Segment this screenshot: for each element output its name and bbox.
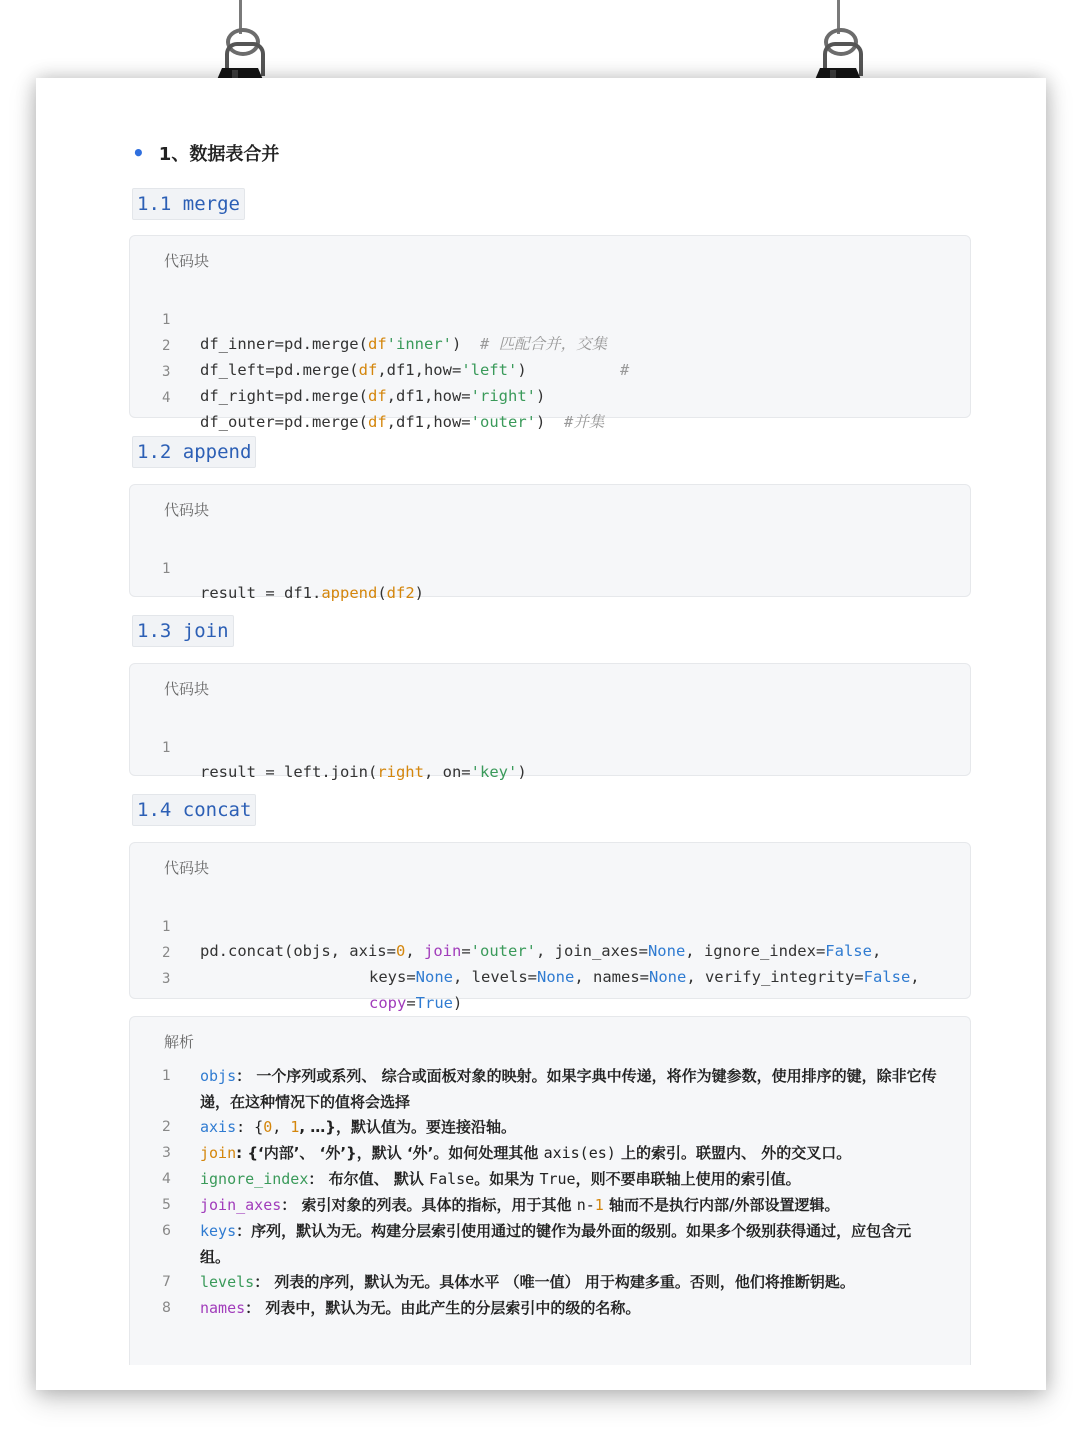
code-block-merge bbox=[129, 235, 971, 431]
heading-merge: 1.1 merge bbox=[132, 188, 245, 220]
bullet-icon: • bbox=[132, 141, 145, 165]
code-block-append bbox=[129, 484, 971, 602]
code-block-label: 代码块 bbox=[164, 680, 210, 698]
section-title: • 1、数据表合并 bbox=[132, 141, 280, 165]
code-line: 1 pd.concat(objs, axis=0, join='outer', join_axes=None, ignore_index=False, bbox=[162, 919, 882, 960]
code-line: 2 df_left=pd.merge(df,df1,how='left') # bbox=[162, 338, 630, 379]
code-line: 3 copy=True) bbox=[162, 971, 463, 1012]
code-block-concat bbox=[129, 842, 971, 1012]
code-block-label: 代码块 bbox=[164, 501, 210, 519]
heading-append: 1.2 append bbox=[132, 436, 256, 468]
code-block-label: 代码块 bbox=[164, 859, 210, 877]
code-line: 3 df_right=pd.merge(df,df1,how='right') bbox=[162, 364, 546, 405]
heading-join: 1.3 join bbox=[132, 615, 234, 647]
code-line: 4 df_outer=pd.merge(df,df1,how='outer') #并集 bbox=[162, 390, 605, 431]
explanation-block: 解析 1 objs： 一个序列或系列、 综合或面板对象的映射。如果字典中传递，将作为键参数，使用排序的键，除非它传递，在这种情况下的值将会选择 2 axis: {0, 1, …}，默认值为。要连接沿轴。 3 join: {‘内部’、 ‘外’}，默认 ‘外’。如何处理其他 axis(es) 上的索引。联盟内、 外的交叉口。 4 ignore_index： 布尔值、 默认 False。如果为 True，则不要串联轴上使用的索引值。 5 join_axes： 索引对象的列表。具体的指标，用于其他 n-1 轴而不是执行内部/外部设置逻辑。 6 keys：序列，默认为无。构建分层索引使用通过的键作为最外面的级别。如果多个级别获得通过，应包含元组。 7 levels： 列表的序列，默认为无。具体水平 （唯一值） 用于构建多重。否则，他们将推断钥匙。 8 names： 列表中，默认为无。由此产生的分层索引中的级的名称。 bbox=[129, 1016, 971, 1365]
code-line: 1 df_inner=pd.merge(df'inner') # 匹配合并，交集 bbox=[162, 312, 608, 353]
explanation-label: 解析 bbox=[164, 1033, 195, 1051]
code-block-label: 代码块 bbox=[164, 252, 210, 270]
code-line: 1 result = left.join(right, on='key') bbox=[162, 740, 527, 781]
code-line: 2 keys=None, levels=None, names=None, verify_integrity=False, bbox=[162, 945, 920, 986]
code-block-join bbox=[129, 663, 971, 781]
code-line: 1 result = df1.append(df2) bbox=[162, 561, 425, 602]
heading-concat: 1.4 concat bbox=[132, 794, 256, 826]
